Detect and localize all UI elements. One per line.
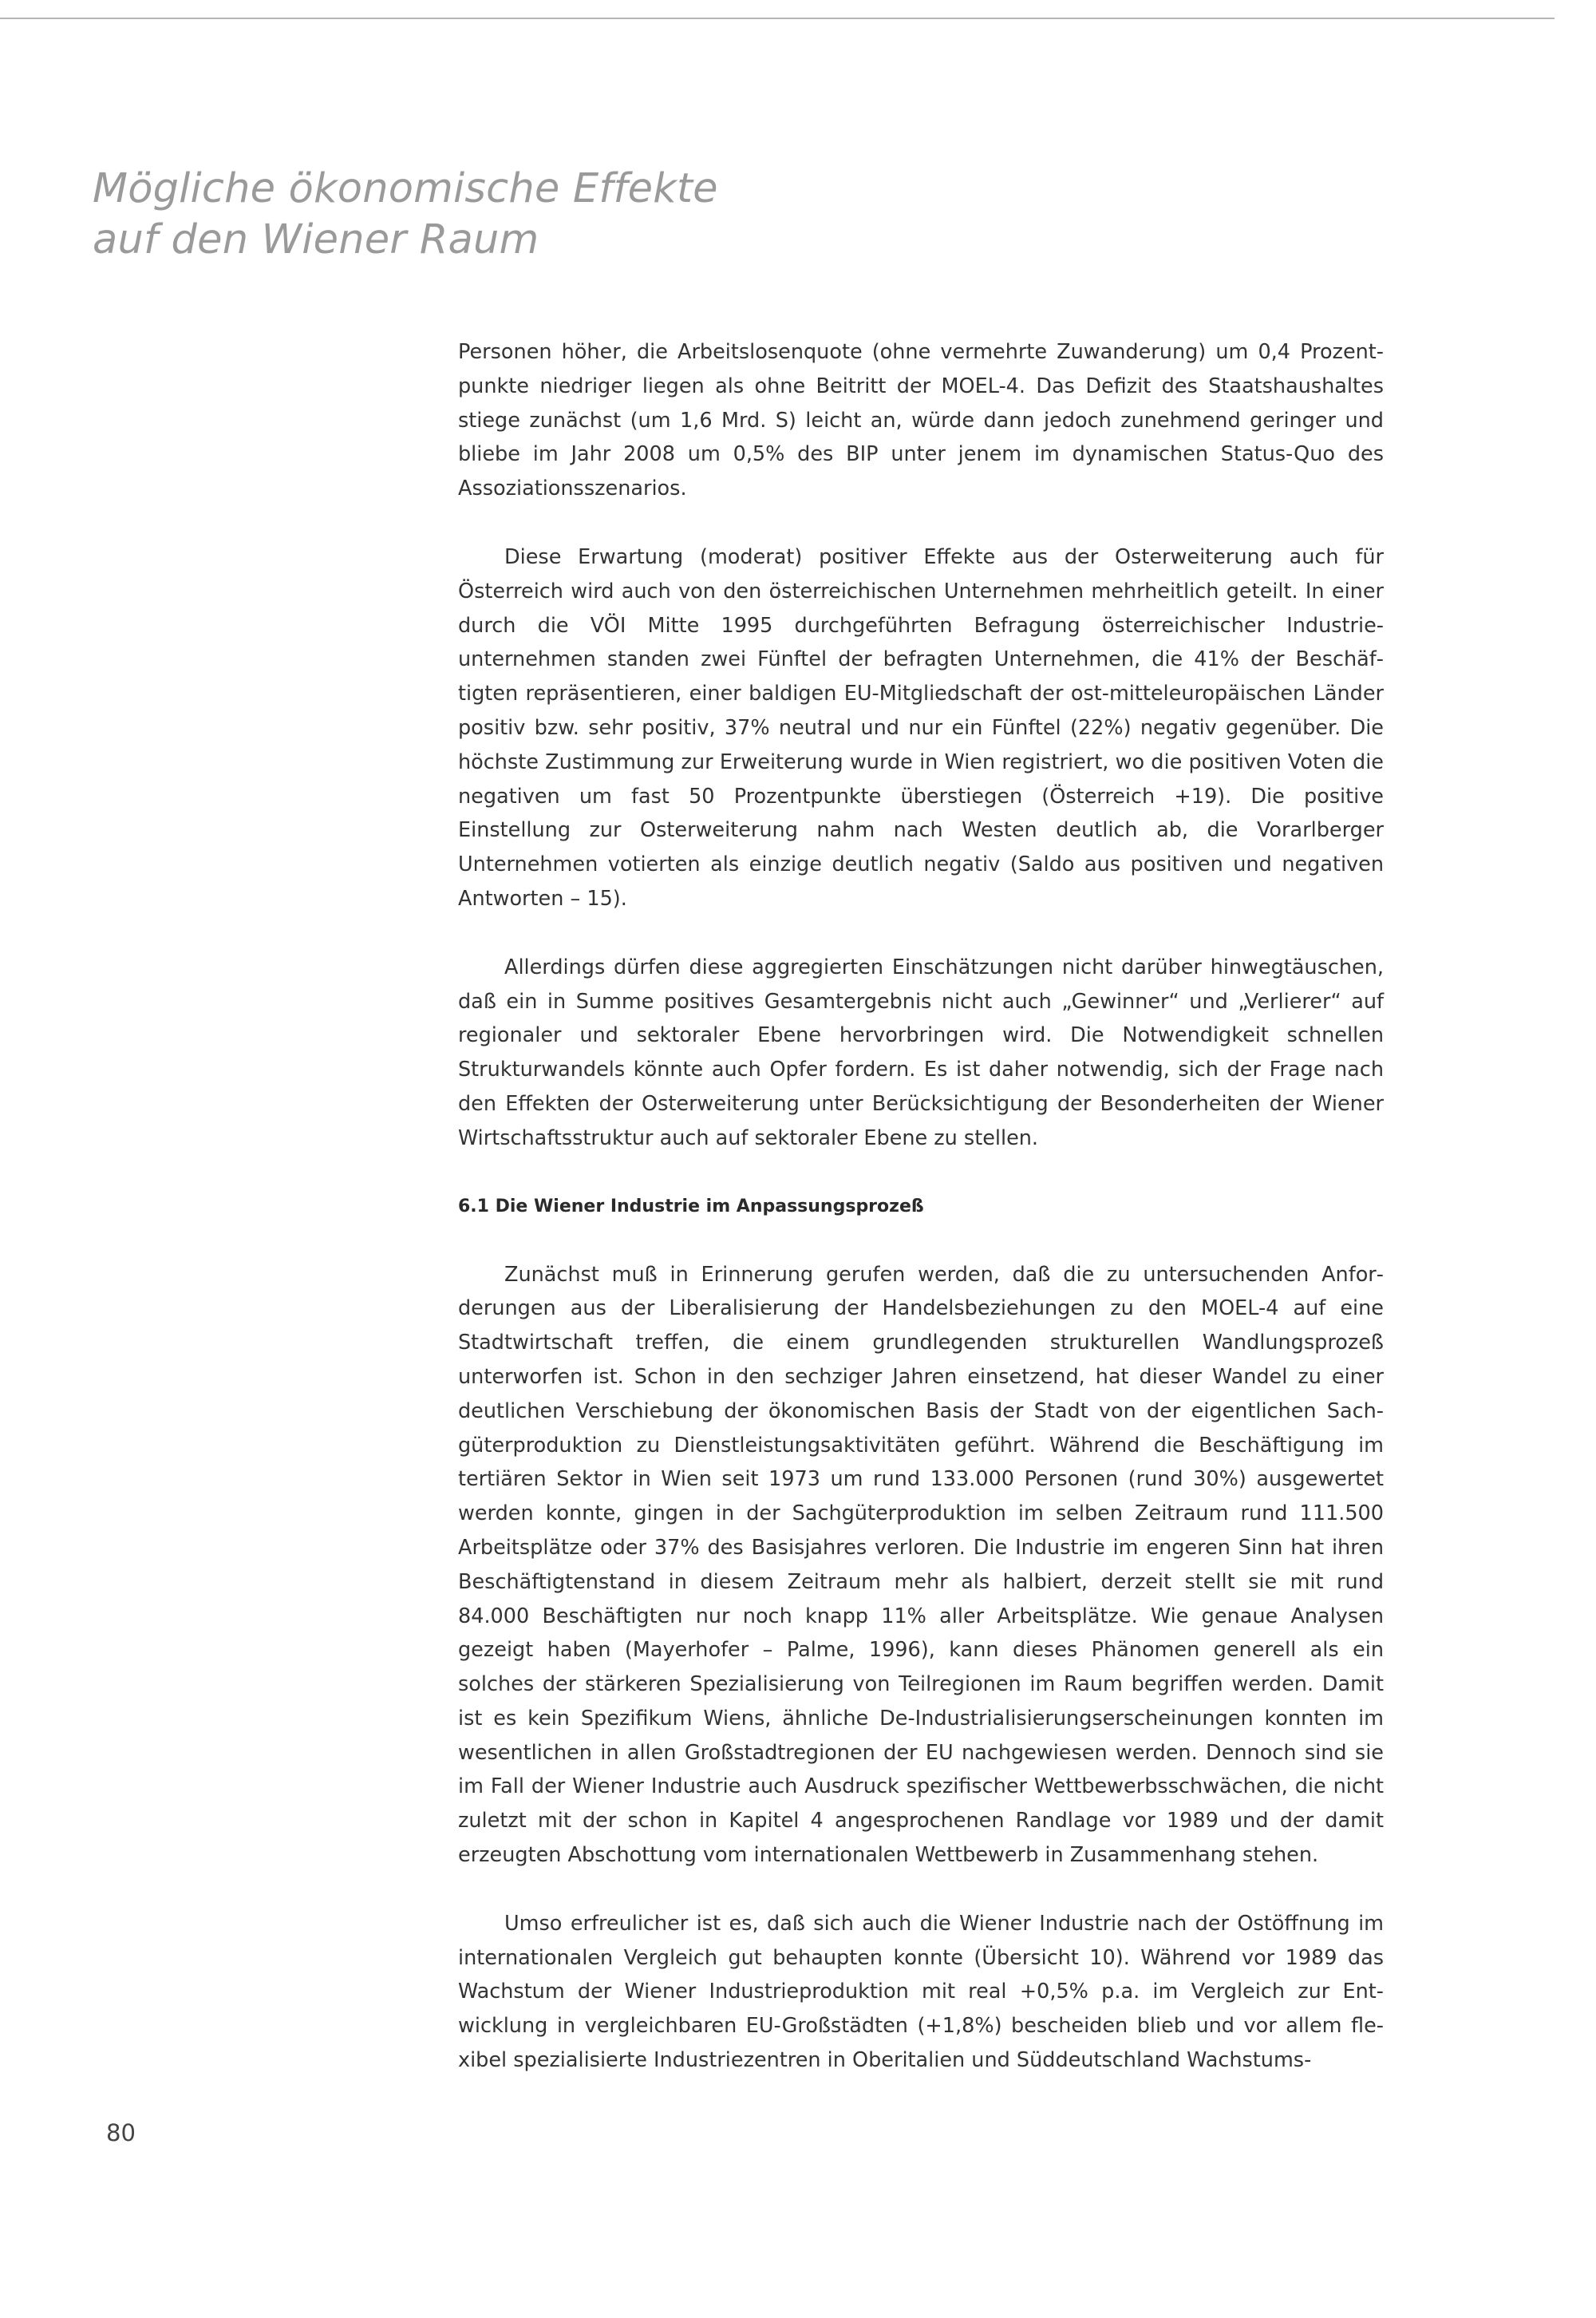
top-rule (0, 18, 1555, 19)
paragraph-5: Umso erfreulicher ist es, daß sich auch die Wiener Industrie nach der Ostöffnung im internationalen Vergleich gut behaupten konnte (Übersicht 10). Während vor 1989 das Wachstum der Wiener Industrieproduktion mit real +0,5% p.a. im Vergleich zur Entwicklung in vergleichbaren EU-Großstädten (+1,8%) bescheiden blieb und vor allem flexibel spezialisierte Industriezentren in Oberitalien und Süddeutschland Wachstums- (458, 1911, 1384, 2073)
chapter-title (93, 164, 811, 266)
chapter-title-line-1: Mögliche ökonomische Effekte (93, 165, 718, 212)
body-text (458, 335, 1384, 2078)
page-number: 80 (106, 2119, 136, 2146)
paragraph-1: Personen höher, die Arbeitslosenquote (ohne vermehrte Zuwanderung) um 0,4 Prozentpunkte niedriger liegen als ohne Beitritt der MOEL-4. Das Defizit des Staatshaushaltes stiege zunächst (um 1,6 Mrd. S) leicht an, würde dann jedoch zunehmend geringer und bliebe im Jahr 2008 um 0,5% des BIP unter jenem im dynamischen Status-Quo des Assoziationsszenarios. (458, 340, 1384, 501)
chapter-title-line-2: auf den Wiener Raum (93, 216, 539, 263)
paragraph-4: Zunächst muß in Erinnerung gerufen werden, daß die zu untersuchenden Anforderungen aus der Liberalisierung der Handelsbeziehungen zu den MOEL-4 auf eine Stadtwirtschaft treffen, die einem grundlegenden strukturellen Wandlungsprozeß unterworfen ist. Schon in den sechziger Jahren einsetzend, hat dieser Wandel zu einer deutlichen Verschiebung der ökonomischen Basis der Stadt von der eigentlichen Sachgüterproduktion zu Dienstleistungsaktivitäten geführt. Während die Beschäftigung im tertiären Sektor in Wien seit 1973 um rund 133.000 Personen (rund 30%) ausgewertet werden konnte, gingen in der Sachgüterproduktion im selben Zeitraum rund 111.500 Arbeitsplätze oder 37% des Basisjahres verloren. Die Industrie im engeren Sinn hat ihren Beschäftigtenstand in diesem Zeitraum mehr als halbiert, derzeit stellt sie mit rund 84.000 Beschäftigten nur noch knapp 11% aller Arbeitsplätze. Wie genaue Analysen gezeigt haben (Mayerhofer – Palme, 1996), kann dieses Phänomen generell als ein solches der stärkeren Spezialisierung von Teilregionen im Raum begriffen werden. Damit ist es kein Spezifikum Wiens, ähnliche De-Industrialisierungserscheinungen konnten im wesentlichen in allen Großstadtregionen der EU nachgewiesen werden. Dennoch sind sie im Fall der Wiener Industrie auch Ausdruck spezifischer Wettbewerbsschwächen, die nicht zuletzt mit der schon in Kapitel 4 angesprochenen Randlage vor 1989 und der damit erzeugten Abschottung vom internationalen Wettbewerb in Zusammenhang stehen. (458, 1262, 1384, 1868)
paragraph-2: Diese Erwartung (moderat) positiver Effekte aus der Osterweiterung auch für Österreich wird auch von den österreichischen Unternehmen mehrheitlich geteilt. In einer durch die VÖI Mitte 1995 durchgeführten Befragung österreichischer Industrieunternehmen standen zwei Fünftel der befragten Unternehmen, die 41% der Beschäftigten repräsentieren, einer baldigen EU-Mitgliedschaft der ost-mitteleuropäischen Länder positiv bzw. sehr positiv, 37% neutral und nur ein Fünftel (22%) negativ gegenüber. Die höchste Zustimmung zur Erweiterung wurde in Wien registriert, wo die positiven Voten die negativen um fast 50 Prozentpunkte überstiegen (Österreich +19). Die positive Einstellung zur Osterweiterung nahm nach Westen deutlich ab, die Vorarlberger Unternehmen votierten als einzige deutlich negativ (Saldo aus positiven und negativen Antworten – 15). (458, 544, 1384, 911)
section-heading: 6.1 Die Wiener Industrie im Anpassungsprozeß (458, 1196, 924, 1216)
paragraph-3: Allerdings dürfen diese aggregierten Einschätzungen nicht darüber hinwegtäuschen, daß ein in Summe positives Gesamtergebnis nicht auch „Gewinner“ und „Verlierer“ auf regionaler und sektoraler Ebene hervorbringen wird. Die Notwendigkeit schnellen Strukturwandels könnte auch Opfer fordern. Es ist daher notwendig, sich der Frage nach den Effekten der Osterweiterung unter Berücksichtigung der Besonderheiten der Wiener Wirtschaftsstruktur auch auf sektoraler Ebene zu stellen. (458, 955, 1384, 1150)
